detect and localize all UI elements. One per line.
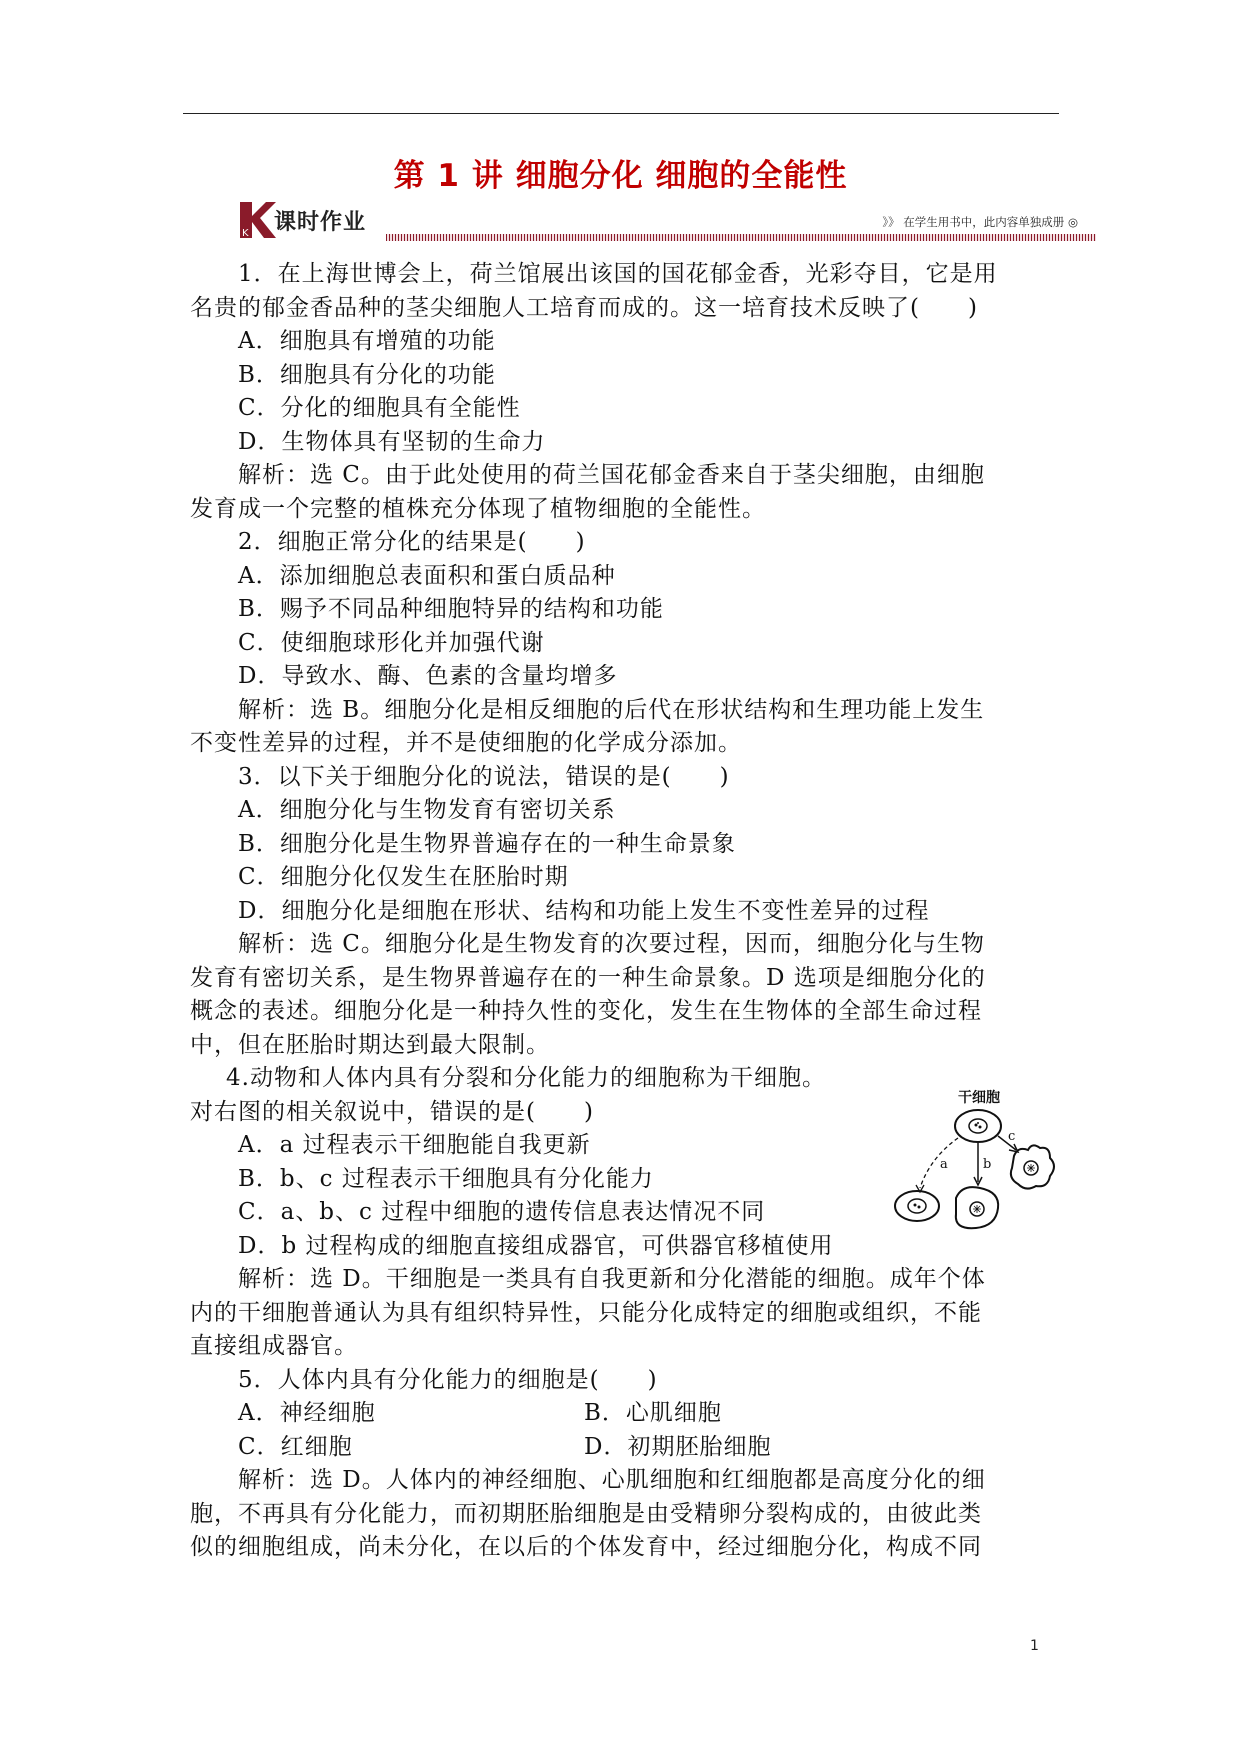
analysis-text: 解析：选 C。细胞分化是生物发育的次要过程，因而，细胞分化与生物 [238,931,985,957]
question-1 [190,258,1060,526]
question-text: 5．人体内具有分化能力的细胞是( ) [238,1366,658,1393]
option: C．使细胞球形化并加强代谢 [238,629,545,656]
option: D．细胞分化是细胞在形状、结构和功能上发生不变性差异的过程 [238,897,930,924]
option: A．神经细胞 [238,1400,376,1426]
analysis-text: 发育成一个完整的植株充分体现了植物细胞的全能性。 [190,495,766,522]
option: C．细胞分化仅发生在胚胎时期 [238,864,569,890]
page-number: 1 [1030,1638,1039,1654]
option: B．b、c 过程表示干细胞具有分化能力 [238,1165,654,1192]
header-rule [183,113,1059,114]
option: C．a、b、c 过程中细胞的遗传信息表达情况不同 [238,1199,766,1225]
questions-body [190,258,1060,1565]
option: A．添加细胞总表面积和蛋白质品种 [238,562,616,589]
analysis-text: 内的干细胞普通认为具有组织特异性，只能分化成特定的细胞或组织，不能 [190,1299,982,1326]
arrow-label-c: c [1008,1129,1016,1144]
option: B．赐予不同品种细胞特异的结构和功能 [238,596,664,622]
banner-note: 》》 在学生用书中，此内容单独成册 ◎ [882,215,1078,229]
option: D．b 过程构成的细胞直接组成器官，可供器官移植使用 [238,1232,834,1259]
option: D．初期胚胎细胞 [584,1433,772,1460]
option: A．细胞分化与生物发育有密切关系 [238,797,616,823]
section-banner [236,198,1096,244]
option: B．细胞分化是生物界普遍存在的一种生命景象 [238,830,736,857]
analysis-text: 胞，不再具有分化能力，而初期胚胎细胞是由受精卵分裂构成的，由彼此类 [190,1500,982,1527]
k-logo-icon [236,198,276,242]
option: C．红细胞 [238,1433,353,1460]
question-text: 1．在上海世博会上，荷兰馆展出该国的国花郁金香，光彩夺目，它是用 [238,261,998,287]
question-text: 2．细胞正常分化的结果是( ) [238,529,586,555]
banner-band [386,234,1096,241]
question-text: 名贵的郁金香品种的茎尖细胞人工培育而成的。这一培育技术反映了( ) [190,294,978,321]
option-row [190,1431,1060,1465]
question-text: 3．以下关于细胞分化的说法，错误的是( ) [238,763,730,790]
analysis-text: 中，但在胚胎时期达到最大限制。 [190,1031,550,1058]
analysis-text: 似的细胞组成，尚未分化，在以后的个体发育中，经过细胞分化，构成不同 [190,1534,982,1560]
question-text: 4.动物和人体内具有分裂和分化能力的细胞称为干细胞。 [226,1065,826,1091]
analysis-text: 概念的表述。细胞分化是一种持久性的变化，发生在生物体的全部生命过程 [190,998,982,1024]
option: D．导致水、酶、色素的含量均增多 [238,663,618,689]
question-5 [190,1364,1060,1565]
arrow-label-a: a [940,1157,948,1172]
question-2 [190,526,1060,761]
option: B．细胞具有分化的功能 [238,361,496,388]
option: A．a 过程表示干细胞能自我更新 [238,1132,591,1158]
banner-label: 课时作业 [274,210,367,235]
analysis-text: 不变性差异的过程，并不是使细胞的化学成分添加。 [190,730,742,756]
analysis-text: 解析：选 D。干细胞是一类具有自我更新和分化潜能的细胞。成年个体 [238,1266,986,1292]
analysis-text: 解析：选 B。细胞分化是相反细胞的后代在形状结构和生理功能上发生 [238,696,985,723]
option: D．生物体具有坚韧的生命力 [238,428,546,455]
analysis-text: 解析：选 C。由于此处使用的荷兰国花郁金香来自于茎尖细胞，由细胞 [238,462,985,488]
question-text: 对右图的相关叙说中，错误的是( ) [190,1098,594,1125]
svg-text:K: K [242,228,249,239]
question-3 [190,761,1060,1063]
stem-cell-diagram [890,1088,1070,1243]
option: B．心肌细胞 [584,1400,722,1426]
analysis-text: 直接组成器官。 [190,1333,358,1359]
differentiated-cell-b-icon [956,1187,998,1228]
diagram-title: 干细胞 [958,1090,1000,1106]
analysis-text: 解析：选 D。人体内的神经细胞、心肌细胞和红细胞都是高度分化的细 [238,1467,986,1493]
arrow-label-b: b [983,1157,992,1172]
stem-cell-icon [955,1110,1001,1142]
page-title: 第 1 讲 细胞分化 细胞的全能性 [393,158,848,194]
option: A．细胞具有增殖的功能 [238,328,496,354]
analysis-text: 发育有密切关系，是生物界普遍存在的一种生命景象。D 选项是细胞分化的 [190,964,986,991]
self-renewed-cell-icon [895,1191,939,1221]
option: C．分化的细胞具有全能性 [238,395,521,421]
option-row [190,1397,1060,1431]
